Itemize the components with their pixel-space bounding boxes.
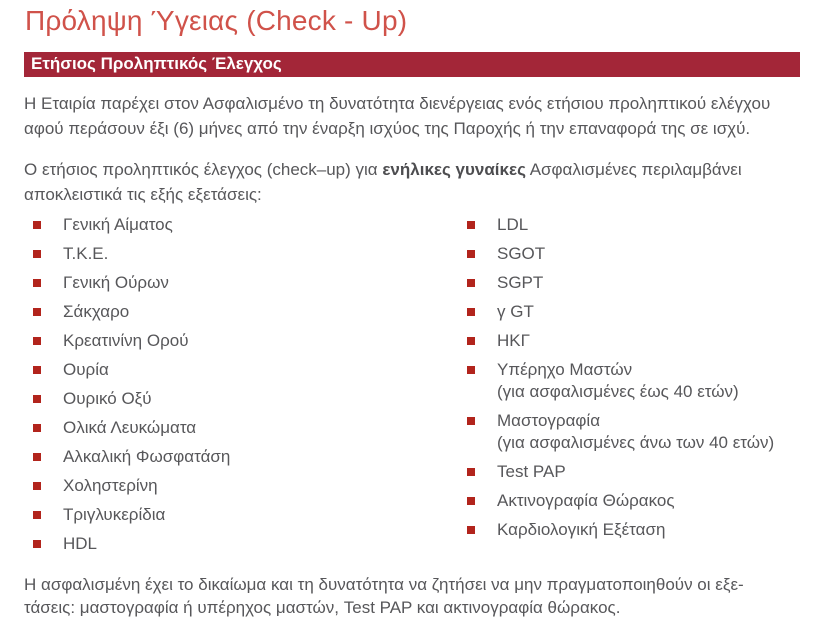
bullet-square-icon bbox=[467, 279, 475, 287]
list-item bbox=[467, 214, 800, 236]
bullet-square-icon bbox=[467, 497, 475, 505]
list-item bbox=[33, 388, 458, 410]
bullet-square-icon bbox=[33, 250, 41, 258]
exam-list-right bbox=[458, 214, 800, 562]
exam-label: Κρεατινίνη Ορού bbox=[63, 331, 189, 350]
exam-label: SGPT bbox=[497, 273, 544, 292]
list-item bbox=[33, 301, 458, 323]
list-item bbox=[467, 461, 800, 483]
list-item bbox=[467, 519, 800, 541]
list-item bbox=[467, 359, 800, 403]
exam-label: Τ.Κ.Ε. bbox=[63, 244, 109, 263]
exam-note: (για ασφαλισμένες άνω των 40 ετών) bbox=[497, 433, 775, 452]
list-item bbox=[33, 417, 458, 439]
list-item bbox=[33, 214, 458, 236]
list-item bbox=[467, 301, 800, 323]
exam-label: Ουρικό Οξύ bbox=[63, 389, 152, 408]
bullet-square-icon bbox=[467, 250, 475, 258]
list-intro-before: Ο ετήσιος προληπτικός έλεγχος (check–up) για bbox=[24, 160, 383, 179]
bullet-square-icon bbox=[33, 279, 41, 287]
bullet-square-icon bbox=[467, 526, 475, 534]
list-item bbox=[33, 330, 458, 352]
section-header-banner bbox=[24, 52, 800, 77]
list-item bbox=[467, 243, 800, 265]
exam-label: HDL bbox=[63, 534, 98, 553]
bullet-square-icon bbox=[467, 468, 475, 476]
exam-list-left bbox=[24, 214, 458, 562]
exam-label: Μαστογραφία bbox=[497, 411, 601, 430]
closing-paragraph bbox=[24, 573, 800, 619]
list-intro-bold: ενήλικες γυναίκες bbox=[382, 160, 526, 179]
bullet-square-icon bbox=[33, 424, 41, 432]
list-item bbox=[33, 272, 458, 294]
list-item bbox=[33, 475, 458, 497]
exam-label: Test PAP bbox=[497, 462, 566, 481]
exam-label: Υπέρηχο Μαστών bbox=[497, 360, 633, 379]
exam-label: Αλκαλική Φωσφατάση bbox=[63, 447, 231, 466]
list-item bbox=[33, 359, 458, 381]
exam-label: Γενική Αίματος bbox=[63, 215, 173, 234]
page-title: Πρόληψη Ύγειας (Check - Up) bbox=[25, 5, 408, 36]
exam-label: Ολικά Λευκώματα bbox=[63, 418, 197, 437]
list-item bbox=[467, 330, 800, 352]
bullet-square-icon bbox=[33, 482, 41, 490]
exam-label: γ GT bbox=[497, 302, 534, 321]
bullet-square-icon bbox=[33, 366, 41, 374]
exam-columns bbox=[24, 214, 800, 562]
list-item bbox=[33, 504, 458, 526]
list-intro-after: Ασφαλισμένες περιλαμβάνει αποκλειστικά τις εξής εξετάσεις: bbox=[24, 160, 742, 204]
list-item bbox=[33, 243, 458, 265]
exam-label: Γενική Ούρων bbox=[63, 273, 169, 292]
exam-label: Ακτινογραφία Θώρακος bbox=[497, 491, 675, 510]
exam-label: Καρδιολογική Εξέταση bbox=[497, 520, 666, 539]
exam-label: ΗΚΓ bbox=[497, 331, 530, 350]
exam-label: Τριγλυκερίδια bbox=[63, 505, 166, 524]
bullet-square-icon bbox=[33, 511, 41, 519]
list-item bbox=[33, 533, 458, 555]
exam-note: (για ασφαλισμένες έως 40 ετών) bbox=[497, 382, 739, 401]
exam-label: Χοληστερίνη bbox=[63, 476, 158, 495]
bullet-square-icon bbox=[33, 395, 41, 403]
exam-label: SGOT bbox=[497, 244, 546, 263]
closing-line-1: Η ασφαλισμένη έχει το δικαίωμα και τη δυνατότητα να ζητήσει να μην πραγματοποιηθούν οι εξε- bbox=[24, 575, 744, 594]
list-item bbox=[33, 446, 458, 468]
exam-label: LDL bbox=[497, 215, 529, 234]
exam-label: Ουρία bbox=[63, 360, 109, 379]
bullet-square-icon bbox=[33, 540, 41, 548]
bullet-square-icon bbox=[33, 221, 41, 229]
bullet-square-icon bbox=[467, 337, 475, 345]
bullet-square-icon bbox=[33, 453, 41, 461]
list-item bbox=[467, 272, 800, 294]
list-item bbox=[467, 410, 800, 454]
closing-line-2: τάσεις: μαστογραφία ή υπέρηχος μαστών, Test PAP και ακτινογραφία θώρακος. bbox=[24, 598, 621, 617]
list-item bbox=[467, 490, 800, 512]
bullet-square-icon bbox=[33, 308, 41, 316]
bullet-square-icon bbox=[467, 221, 475, 229]
bullet-square-icon bbox=[467, 417, 475, 425]
intro-paragraph: Η Εταιρία παρέχει στον Ασφαλισμένο τη δυνατότητα διενέργειας ενός ετήσιου προληπτικού ελέγχου αφού περάσουν έξι (6) μήνες από την έναρξη ισχύος της Παροχής ή την επαναφορά της σε ισχύ. bbox=[24, 94, 771, 138]
bullet-square-icon bbox=[467, 366, 475, 374]
exam-label: Σάκχαρο bbox=[63, 302, 130, 321]
list-intro-paragraph bbox=[24, 157, 800, 207]
bullet-square-icon bbox=[33, 337, 41, 345]
bullet-square-icon bbox=[467, 308, 475, 316]
section-header-label: Ετήσιος Προληπτικός Έλεγχος bbox=[31, 54, 282, 73]
